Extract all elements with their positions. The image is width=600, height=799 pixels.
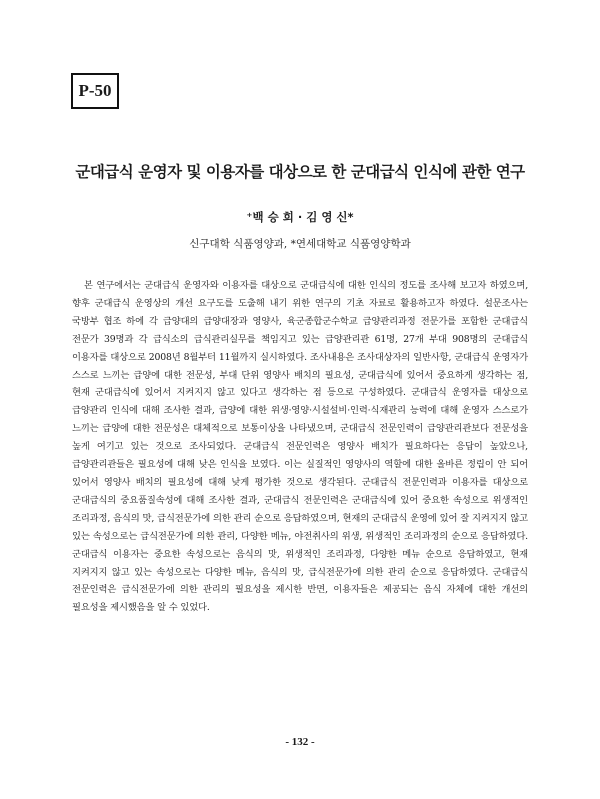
poster-id-box xyxy=(71,73,119,109)
author-list: ⁺백 승 희 · 김 영 신* xyxy=(246,210,354,224)
author-affiliations: 신구대학 식품영양과, *연세대학교 식품영양학과 xyxy=(189,238,411,250)
page-number: - 132 - xyxy=(285,736,315,748)
abstract-body: 본 연구에서는 군대급식 운영자와 이용자를 대상으로 군대급식에 대한 인식의 정도를 조사해 보고자 하였으며, 향후 군대급식 운영상의 개선 요구도를 도출해 내기 위한 연구의 기초 자료로 활용하고자 하였다. 설문조사는 국방부 협조 하에 각 급양대의 급양대장과 영양사, 육군종합군수학교 급양관리과정 전문가를 포함한 군대급식 전문가 39명과 각 급식소의 급식관리실무를 책임지고 있는 급양관리관 61명, 27개 부대 908명의 군대급식 이용자를 대상으로 2008년 8월부터 11월까지 실시하였다. 조사내용은 조사대상자의 일반사항, 군대급식 운영자가 스스로 느끼는 급양에 대한 전문성, 부대 단위 영양사 배치의 필요성, 군대급식에 있어서 중요하게 생각하는 점, 현재 군대급식에 있어서 지켜지지 않고 있다고 생각하는 점 등으로 구성하였다. 군대급식 운영자를 대상으로 급양관리 인식에 대해 조사한 결과, 급양에 대한 위생·영양·시설설비·인력·식재관리 능력에 대해 운영자 스스로가 느끼는 급양에 대한 전문성은 대체적으로 보통이상을 나타냈으며, 군대급식 전문인력이 급양관리관보다 전문성을 높게 여기고 있는 것으로 조사되었다. 군대급식 전문인력은 영양사 배치가 필요하다는 응답이 높았으나, 급양관리관들은 필요성에 대해 낮은 인식을 보였다. 이는 실질적인 영양사의 역할에 대한 올바른 정립이 안 되어 있어서 영양사 배치의 필요성에 대해 낮게 평가한 것으로 생각된다. 군대급식 전문인력과 이용자를 대상으로 군대급식의 중요품질속성에 대해 조사한 결과, 군대급식 전문인력은 군대급식에 있어 중요한 속성으로 위생적인 조리과정, 음식의 맛, 급식전문가에 의한 관리 순으로 응답하였으며, 현재의 군대급식 운영에 있어 잘 지켜지지 않고 있는 속성으로는 급식전문가에 의한 관리, 다양한 메뉴, 야전취사의 위생, 위생적인 조리과정의 순으로 응답하였다. 군대급식 이용자는 중요한 속성으로는 음식의 맛, 위생적인 조리과정, 다양한 메뉴 순으로 응답하였고, 현재 지켜지지 않고 있는 속성으로는 다양한 메뉴, 음식의 맛, 급식전문가에 의한 관리 순으로 응답하였다. 군대급식 전문인력은 급식전문가에 의한 관리의 필요성을 제시한 반면, 이용자들은 제공되는 음식 자체에 대한 개선의 필요성을 제시했음을 알 수 있었다. xyxy=(72,280,528,614)
poster-id-label: P-50 xyxy=(78,81,112,100)
paper-title: 군대급식 운영자 및 이용자를 대상으로 한 군대급식 인식에 관한 연구 xyxy=(75,163,525,181)
